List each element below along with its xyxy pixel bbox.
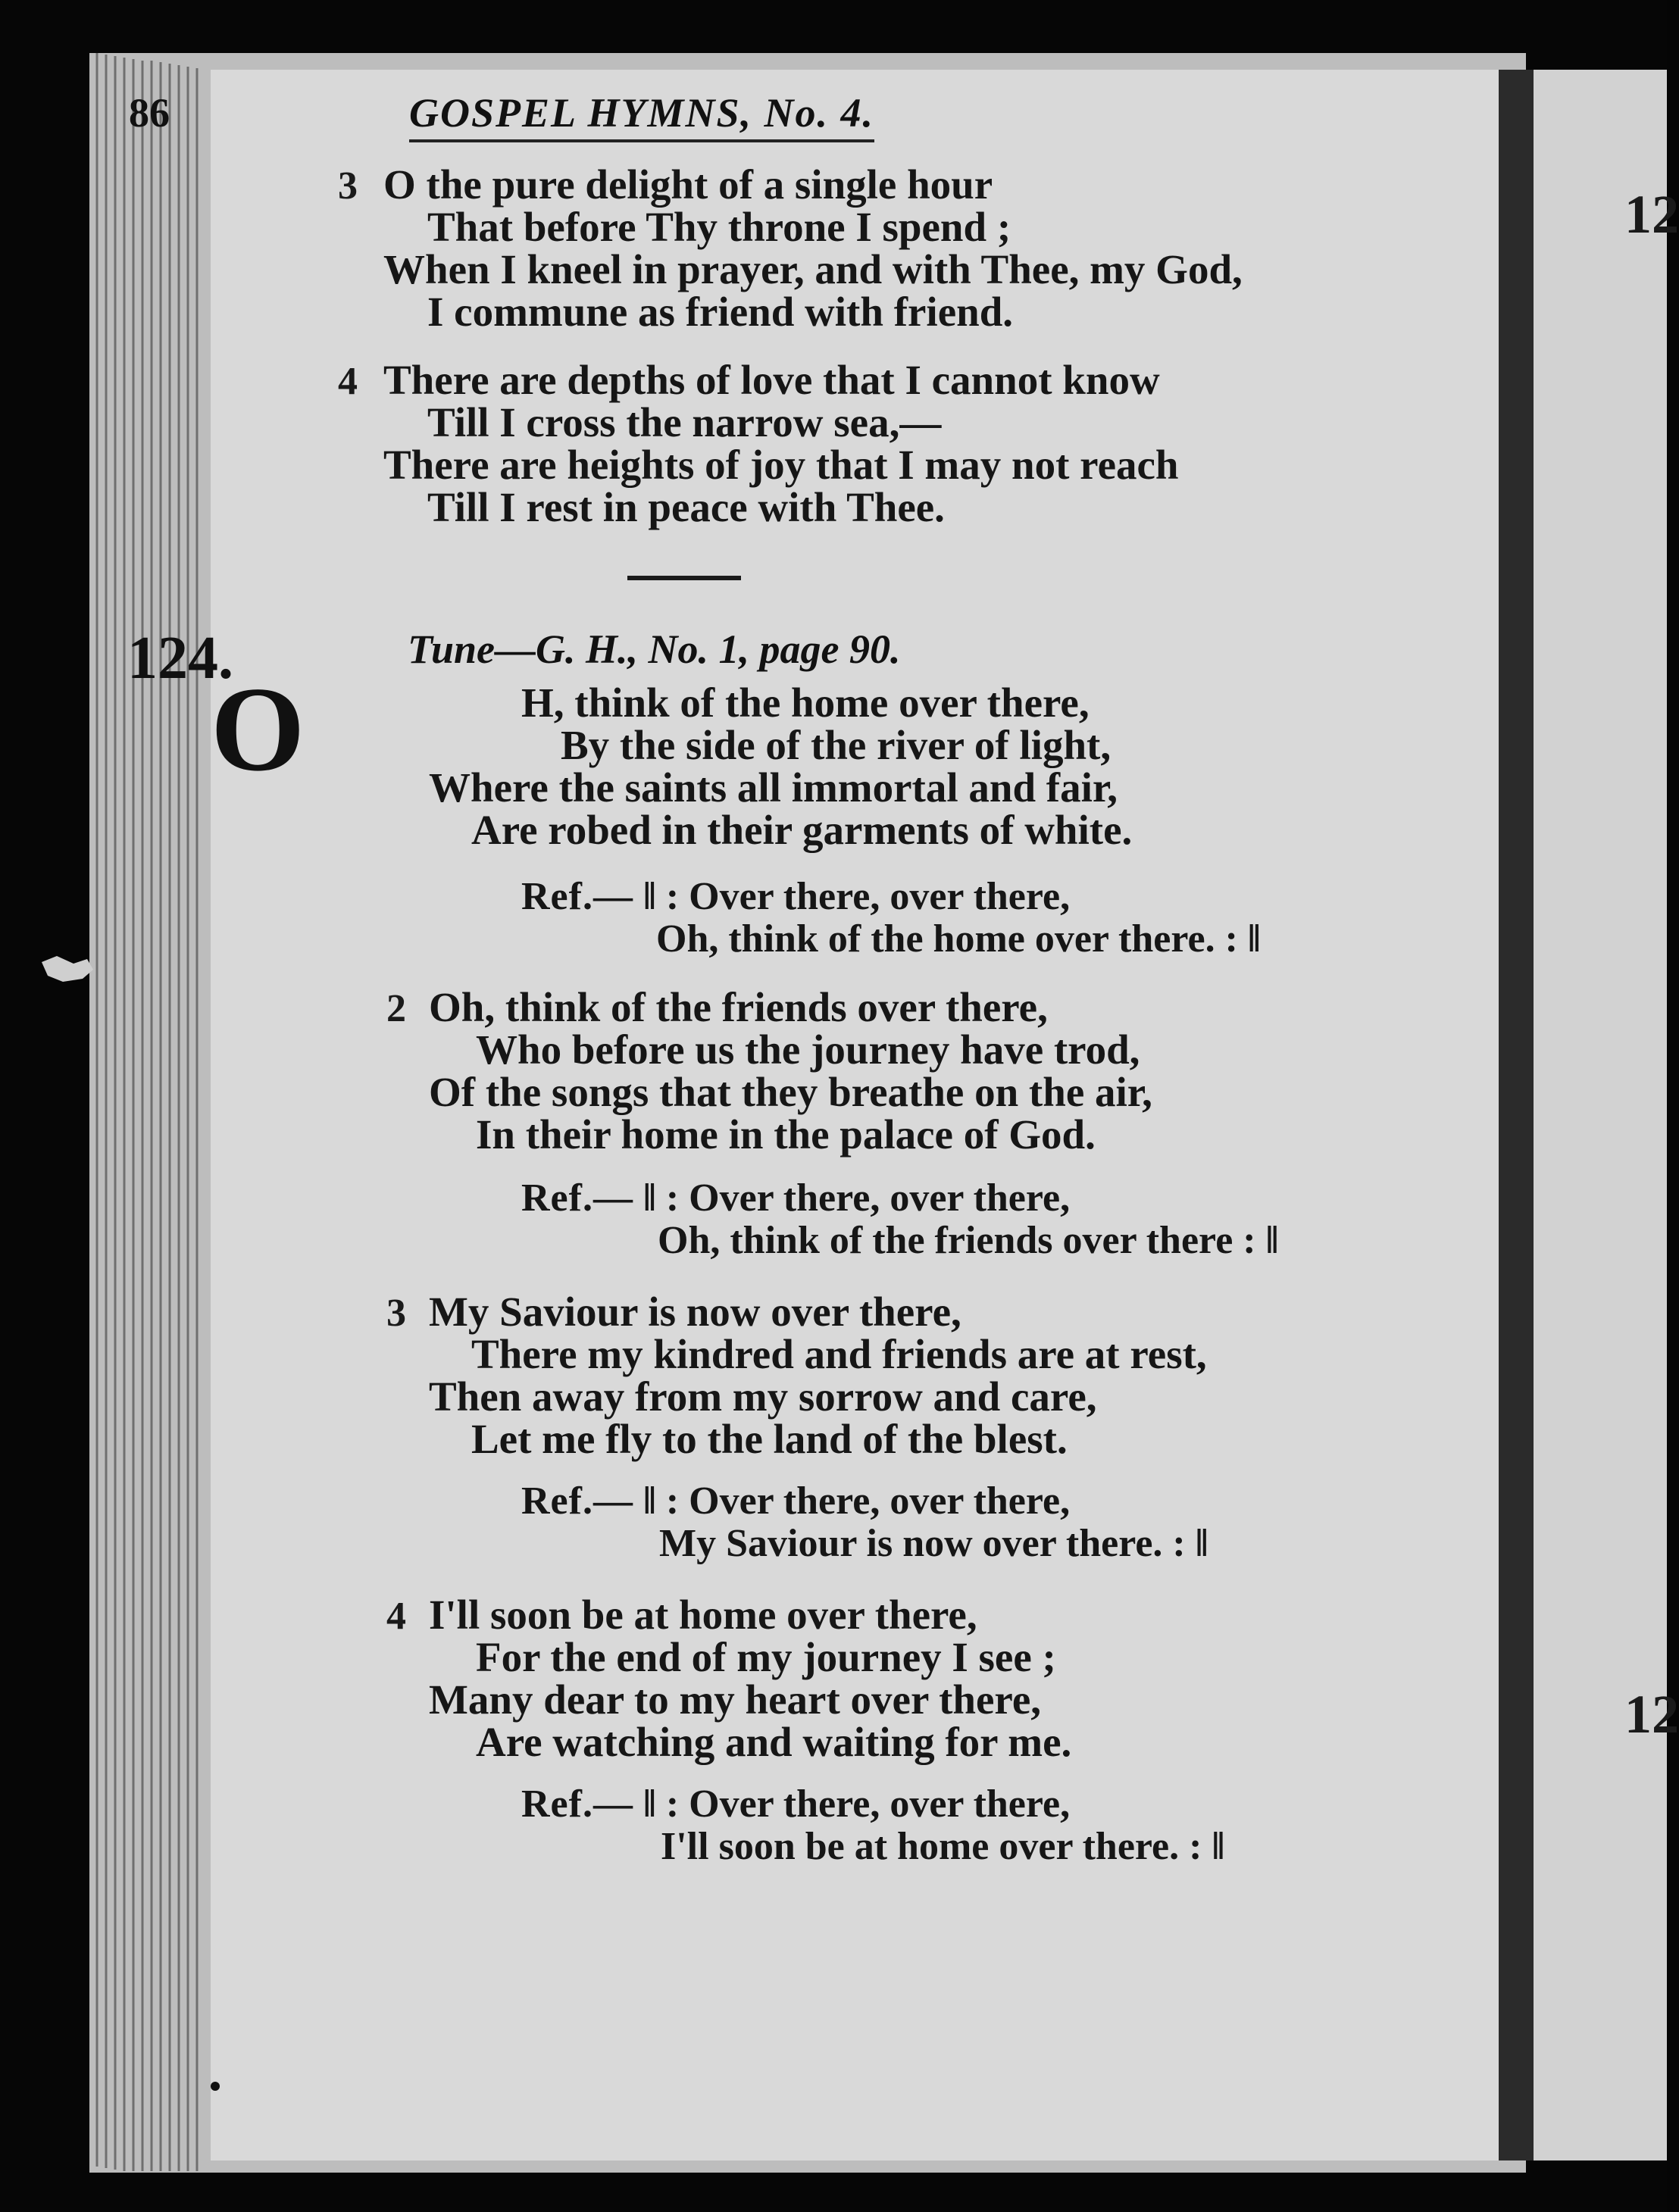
page-number: 86 <box>129 90 170 136</box>
verse-line: Till I cross the narrow sea,— <box>427 399 942 445</box>
verse-number: 2 <box>386 987 406 1030</box>
tune-reference: Tune—G. H., No. 1, page 90. <box>408 626 901 672</box>
verse-line: Till I rest in peace with Thee. <box>427 484 945 530</box>
refrain-label: Ref.— <box>521 875 633 918</box>
verse-number: 4 <box>386 1595 406 1638</box>
repeat-start-mark: ‖ : <box>643 1782 680 1826</box>
refrain-line <box>521 1479 1070 1523</box>
verse-line: Let me fly to the land of the blest. <box>471 1416 1068 1462</box>
drop-cap-letter: O <box>211 661 305 796</box>
right-page-edge <box>1534 70 1679 2160</box>
verse-number: 3 <box>338 164 358 208</box>
running-header-title: GOSPEL HYMNS, No. 4. <box>409 89 874 142</box>
verse-line: My Saviour is now over there, <box>429 1289 961 1335</box>
refrain-label: Ref.— <box>521 1176 633 1220</box>
verse-line: There are heights of joy that I may not reach <box>383 442 1179 488</box>
refrain-text: My Saviour is now over there. <box>659 1522 1163 1565</box>
repeat-end-mark: : ‖ <box>1243 1219 1279 1262</box>
refrain-text: Oh, think of the friends over there <box>658 1219 1233 1262</box>
repeat-end-mark: : ‖ <box>1172 1522 1208 1565</box>
hymn-number: 124. <box>127 625 233 692</box>
refrain-text: Over there, over there, <box>689 1176 1071 1220</box>
verse-line: When I kneel in prayer, and with Thee, my God, <box>383 246 1243 292</box>
repeat-end-mark: : ‖ <box>1224 917 1261 961</box>
refrain-text: Over there, over there, <box>689 1479 1071 1523</box>
verse-line: In their home in the palace of God. <box>476 1111 1096 1158</box>
section-divider <box>627 576 741 580</box>
verse-line: I commune as friend with friend. <box>427 289 1014 335</box>
verse-line: Then away from my sorrow and care, <box>429 1373 1097 1420</box>
refrain-line <box>661 1824 1224 1869</box>
verse-line: O the pure delight of a single hour <box>383 161 993 208</box>
refrain-text: Over there, over there, <box>689 875 1071 918</box>
verse-line: Many dear to my heart over there, <box>429 1676 1042 1723</box>
verse-line: Are robed in their garments of white. <box>471 807 1133 853</box>
verse-number: 4 <box>338 360 358 403</box>
verse-line: By the side of the river of light, <box>561 722 1112 768</box>
refrain-line <box>521 1176 1070 1220</box>
refrain-label: Ref.— <box>521 1782 633 1826</box>
refrain-text: Over there, over there, <box>689 1782 1071 1826</box>
verse-line: Where the saints all immortal and fair, <box>429 764 1118 811</box>
verse-line: That before Thy throne I spend ; <box>427 204 1011 250</box>
refrain-line <box>658 1218 1278 1263</box>
refrain-line <box>521 1782 1070 1826</box>
refrain-line <box>656 917 1261 961</box>
verse-line: H, think of the home over there, <box>521 680 1090 726</box>
verse-line: Are watching and waiting for me. <box>476 1719 1072 1765</box>
repeat-start-mark: ‖ : <box>643 875 680 918</box>
refrain-line <box>659 1521 1208 1566</box>
repeat-start-mark: ‖ : <box>643 1479 680 1523</box>
verse-line: Oh, think of the friends over there, <box>429 984 1048 1030</box>
repeat-end-mark: : ‖ <box>1189 1825 1225 1868</box>
verse-line: There are depths of love that I cannot know <box>383 357 1160 403</box>
refrain-text: Oh, think of the home over there. <box>656 917 1215 961</box>
verse-line: Of the songs that they breathe on the air, <box>429 1069 1152 1115</box>
refrain-line <box>521 874 1070 919</box>
verse-line: For the end of my journey I see ; <box>476 1634 1056 1680</box>
verse-line: There my kindred and friends are at rest, <box>471 1331 1207 1377</box>
print-speck <box>211 2082 220 2091</box>
right-page-fragment: 12 <box>1624 1684 1679 1745</box>
refrain-label: Ref.— <box>521 1479 633 1523</box>
verse-number: 3 <box>386 1292 406 1335</box>
refrain-text: I'll soon be at home over there. <box>661 1825 1180 1868</box>
verse-line: I'll soon be at home over there, <box>429 1592 977 1638</box>
verse-line: Who before us the journey have trod, <box>476 1026 1140 1073</box>
right-page-fragment: 12 <box>1624 184 1679 245</box>
repeat-start-mark: ‖ : <box>643 1176 680 1220</box>
